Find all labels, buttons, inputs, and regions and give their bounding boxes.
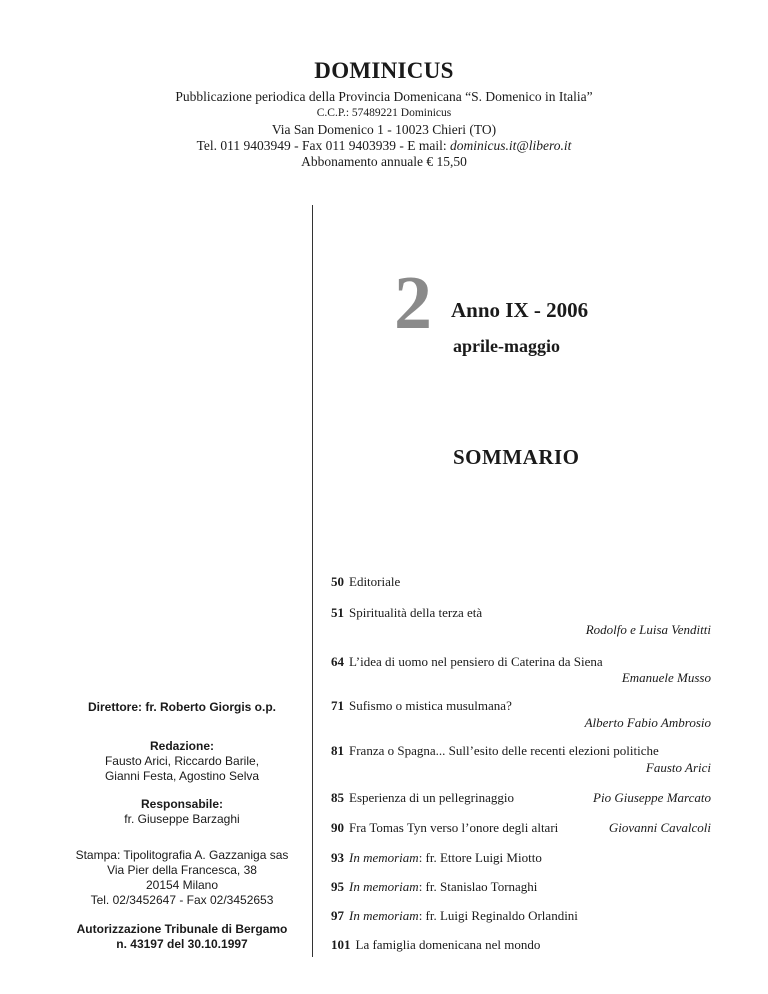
print-line: Stampa: Tipolitografia A. Gazzaniga sas <box>75 848 289 862</box>
print-line: Via Pier della Francesca, 38 <box>107 863 257 877</box>
print-line: 20154 Milano <box>145 878 219 892</box>
print-block <box>68 848 296 908</box>
ccp-line: C.C.P.: 57489221 Dominicus <box>316 107 452 119</box>
toc-page: 90 <box>331 820 344 835</box>
toc-prefix: In memoriam <box>349 850 419 865</box>
vertical-divider <box>312 205 313 957</box>
toc-item[interactable] <box>331 850 542 866</box>
toc-item[interactable] <box>331 654 603 670</box>
magazine-title: DOMINICUS <box>314 58 454 83</box>
responsabile-label: Responsabile: <box>140 797 224 811</box>
redazione-block <box>68 739 296 784</box>
toc-title: L’idea di uomo nel pensiero di Caterina da Siena <box>349 654 603 669</box>
address-line: Via San Domenico 1 - 10023 Chieri (TO) <box>271 122 497 137</box>
redazione-line: Fausto Arici, Riccardo Barile, <box>104 754 260 768</box>
toc-title: Editoriale <box>349 574 401 589</box>
toc-item[interactable] <box>331 743 659 759</box>
toc-title: : fr. Stanislao Tornaghi <box>418 879 538 894</box>
publication-subtitle: Pubblicazione periodica della Provincia Domenicana “S. Domenico in Italia” <box>175 89 593 104</box>
toc-author: Emanuele Musso <box>621 670 711 685</box>
toc-item[interactable] <box>331 820 558 836</box>
toc-item[interactable] <box>331 574 400 590</box>
toc-page: 101 <box>331 937 351 952</box>
contacts-text: Tel. 011 9403949 - Fax 011 9403939 - E mail: <box>196 138 450 153</box>
authorization-block <box>68 922 296 952</box>
toc-item[interactable] <box>331 605 482 621</box>
issue-year: Anno IX - 2006 <box>451 298 589 322</box>
toc-page: 97 <box>331 908 344 923</box>
auth-line: Autorizzazione Tribunale di Bergamo <box>76 922 288 936</box>
print-line: Tel. 02/3452647 - Fax 02/3452653 <box>90 893 274 907</box>
director-credit <box>68 700 296 715</box>
toc-item[interactable] <box>331 790 514 806</box>
auth-line: n. 43197 del 30.10.1997 <box>116 937 248 951</box>
toc-page: 64 <box>331 654 344 669</box>
director-text: Direttore: fr. Roberto Giorgis o.p. <box>87 700 276 714</box>
toc-author: Giovanni Cavalcoli <box>608 820 711 835</box>
toc-title: Sufismo o mistica musulmana? <box>349 698 512 713</box>
toc-title: Spiritualità della terza età <box>349 605 483 620</box>
toc-prefix: In memoriam <box>349 908 419 923</box>
toc-author: Rodolfo e Luisa Venditti <box>585 622 711 637</box>
issue-number: 2 <box>394 261 432 345</box>
toc-page: 95 <box>331 879 344 894</box>
toc-page: 85 <box>331 790 344 805</box>
toc-author: Alberto Fabio Ambrosio <box>584 715 711 730</box>
toc-author: Fausto Arici <box>645 760 711 775</box>
responsabile-block <box>68 797 296 827</box>
subscription-line: Abbonamento annuale € 15,50 <box>301 154 467 169</box>
redazione-label: Redazione: <box>149 739 214 753</box>
toc-title: Franza o Spagna... Sull’esito delle recenti elezioni politiche <box>349 743 659 758</box>
summary-heading: SOMMARIO <box>453 445 580 469</box>
toc-page: 50 <box>331 574 344 589</box>
toc-title: La famiglia domenicana nel mondo <box>355 937 541 952</box>
toc-item[interactable] <box>331 879 537 895</box>
toc-page: 51 <box>331 605 344 620</box>
issue-months: aprile-maggio <box>453 336 560 356</box>
toc-item[interactable] <box>331 937 540 953</box>
responsabile-name: fr. Giuseppe Barzaghi <box>124 812 240 826</box>
email-link[interactable]: dominicus.it@libero.it <box>449 138 572 153</box>
toc-page: 71 <box>331 698 344 713</box>
toc-title: Fra Tomas Tyn verso l’onore degli altari <box>349 820 559 835</box>
toc-page: 93 <box>331 850 344 865</box>
toc-item[interactable] <box>331 698 512 714</box>
toc-item[interactable] <box>331 908 578 924</box>
contacts-line <box>0 137 768 154</box>
toc-title: : fr. Luigi Reginaldo Orlandini <box>418 908 578 923</box>
toc-author: Pio Giuseppe Marcato <box>593 790 711 805</box>
toc-title: : fr. Ettore Luigi Miotto <box>418 850 542 865</box>
toc-prefix: In memoriam <box>349 879 419 894</box>
redazione-line: Gianni Festa, Agostino Selva <box>104 769 260 783</box>
toc-title: Esperienza di un pellegrinaggio <box>349 790 514 805</box>
toc-page: 81 <box>331 743 344 758</box>
